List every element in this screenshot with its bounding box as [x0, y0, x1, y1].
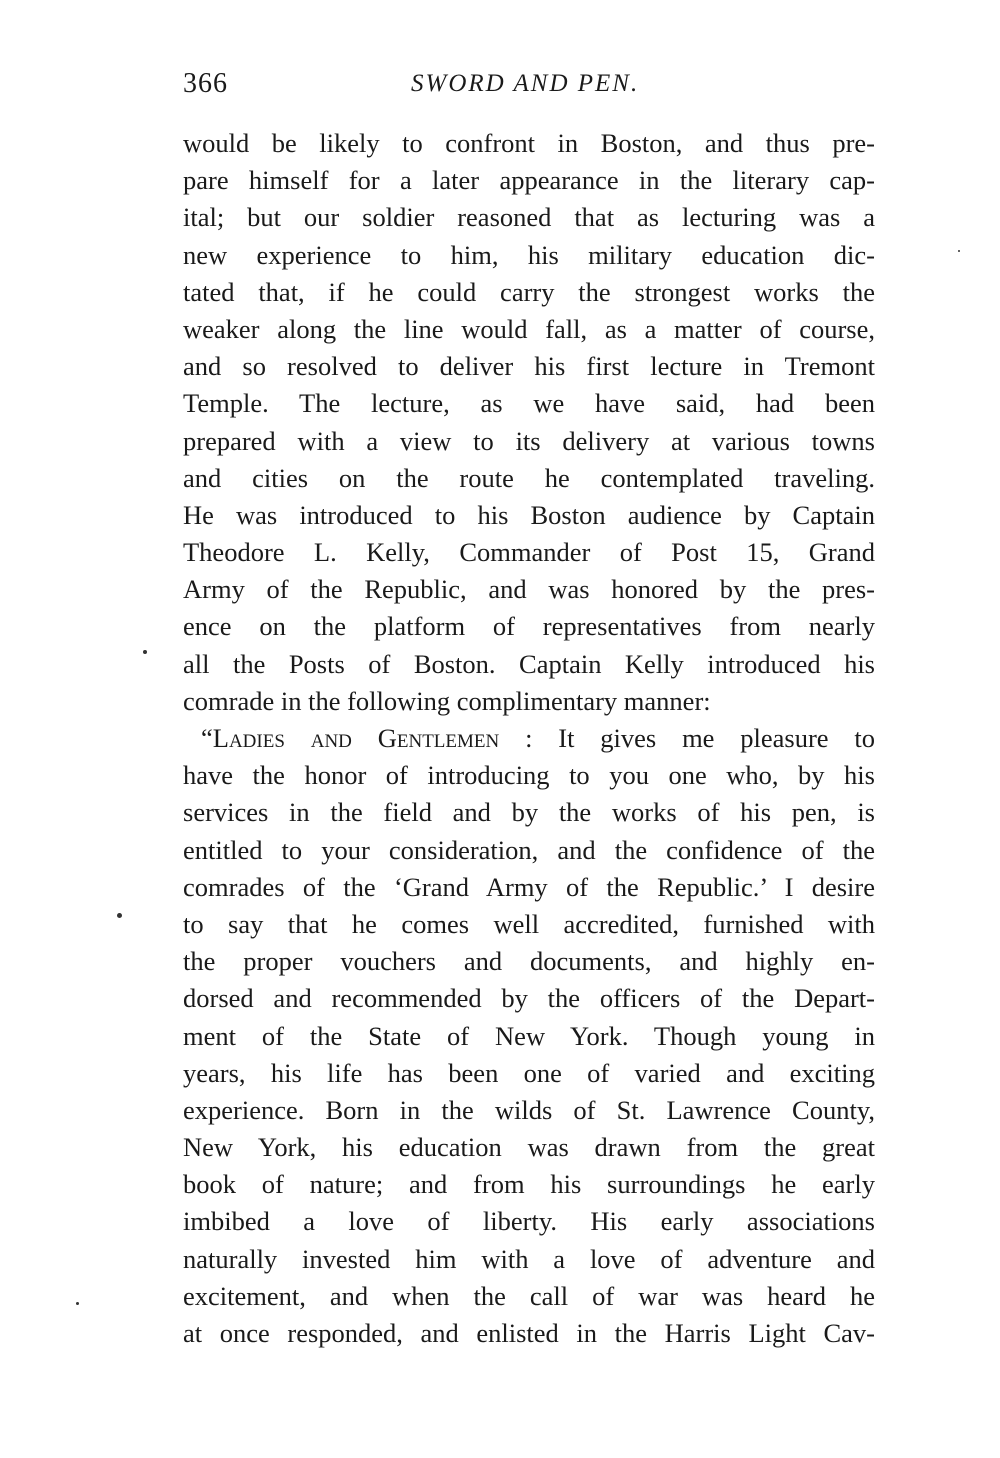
quote-line: at once responded, and enlisted in the Harris Light Cav- [183, 1318, 875, 1348]
ink-speck [958, 250, 960, 252]
quote-line: imbibed a love of liberty. His early associations [183, 1206, 875, 1237]
text-line: ence on the platform of representatives from nearly [183, 611, 875, 642]
quote-line: entitled to your consideration, and the confidence of the [183, 834, 875, 865]
quote-line: comrades of the ‘Grand Army of the Republic.’ I desire [183, 871, 875, 902]
quote-line: ment of the State of New York. Though young in [183, 1020, 875, 1051]
quote-line: naturally invested him with a love of adventure and [183, 1243, 875, 1274]
text-line: all the Posts of Boston. Captain Kelly introduced his [183, 648, 875, 679]
quote-line: New York, his education was drawn from the great [183, 1132, 875, 1163]
page-header [183, 68, 875, 108]
quote-line: book of nature; and from his surroundings he early [183, 1169, 875, 1200]
text-line: Army of the Republic, and was honored by the pres- [183, 574, 875, 605]
text-line: weaker along the line would fall, as a matter of course, [183, 313, 875, 344]
text-line: He was introduced to his Boston audience by Captain [183, 499, 875, 530]
text-line: Theodore L. Kelly, Commander of Post 15, Grand [183, 537, 875, 568]
text-line: tated that, if he could carry the strongest works the [183, 276, 875, 307]
salutation: Ladies and Gentlemen [212, 723, 500, 753]
ink-speck [76, 1302, 79, 1305]
quote-line: the proper vouchers and documents, and highly en- [183, 946, 875, 977]
text-line: comrade in the following complimentary manner: [183, 685, 711, 716]
text-line: pare himself for a later appearance in the literary cap- [183, 165, 875, 196]
quote-line: services in the field and by the works of his pen, is [183, 797, 875, 828]
quote-line: experience. Born in the wilds of St. Lawrence County, [183, 1094, 875, 1125]
text-line: Temple. The lecture, as we have said, had been [183, 388, 875, 419]
text-line: and so resolved to deliver his first lecture in Tremont [183, 351, 875, 382]
quote-line: years, his life has been one of varied and exciting [183, 1057, 875, 1088]
open-quote-mark: “ [201, 723, 213, 753]
text-line: ital; but our soldier reasoned that as lecturing was a [183, 202, 875, 233]
quote-line: dorsed and recommended by the officers of the Depart- [183, 983, 875, 1014]
quote-line: excitement, and when the call of war was heard he [183, 1280, 875, 1311]
text-line: prepared with a view to its delivery at various towns [183, 425, 875, 456]
running-head: SWORD AND PEN. [411, 70, 640, 97]
text-line: and cities on the route he contemplated traveling. [183, 462, 875, 493]
text-line: new experience to him, his military education dic- [183, 239, 875, 270]
ink-speck [117, 913, 122, 918]
quote-first-line [183, 720, 875, 757]
quote-line: to say that he comes well accredited, furnished with [183, 908, 875, 939]
quote-line: have the honor of introducing to you one who, by his [183, 760, 875, 791]
quote-first-line-text: : It gives me pleasure to [525, 723, 876, 753]
ink-speck [143, 650, 147, 654]
body-text [183, 125, 875, 1352]
page-number: 366 [183, 68, 228, 99]
text-line: would be likely to confront in Boston, and thus pre- [183, 128, 875, 158]
